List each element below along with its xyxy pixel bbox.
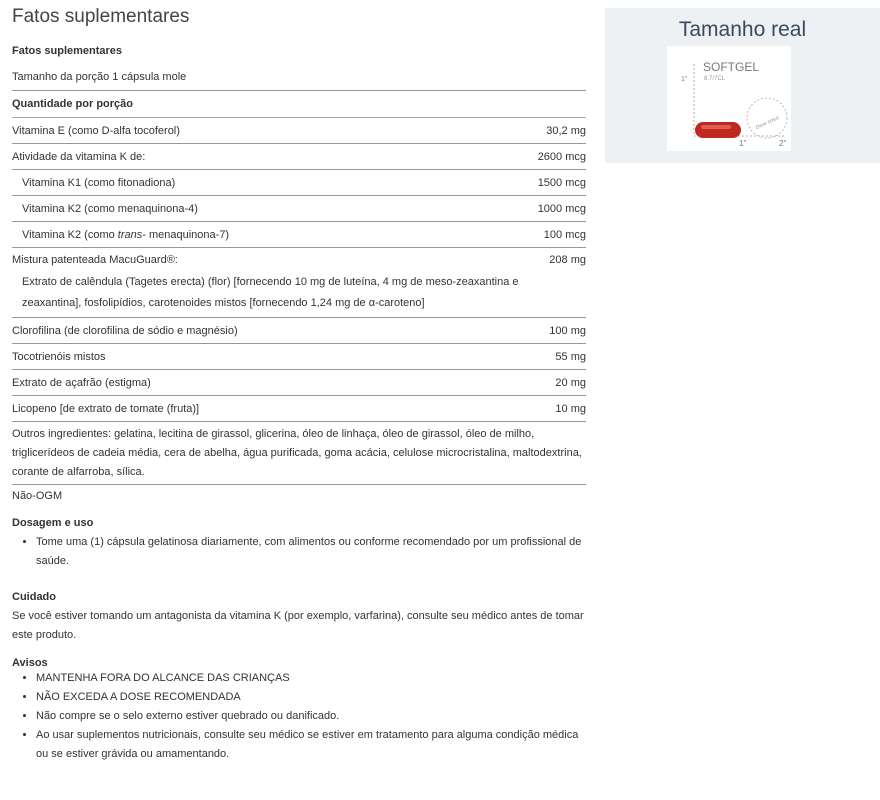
nutrient-name: Vitamina K2 (como menaquinona-4) (22, 202, 198, 215)
nutrient-amount: 100 mcg (543, 228, 586, 241)
nutrient-name: Vitamina K1 (como fitonadiona) (22, 176, 176, 189)
softgel-highlight (701, 125, 731, 129)
facts-row-saffron (12, 370, 586, 396)
nutrient-amount: 30,2 mg (546, 124, 586, 137)
blend-description: Extrato de calêndula (Tagetes erecta) (flor) [fornecendo 10 mg de luteína, 4 mg de meso-zeaxantina e zeaxantina], fosfolipídios, carotenoides mistos [fornecendo 1,24 mg de α-caroteno] (22, 276, 519, 309)
actual-size-panel (605, 8, 880, 163)
nutrient-amount: 208 mg (549, 254, 586, 266)
facts-row-lycopene (12, 396, 586, 422)
ruler-2in-label: 2" (779, 139, 787, 148)
ruler-1in-label: 1" (739, 139, 747, 148)
softgel-size-illustration (667, 46, 791, 151)
facts-row-macuguard (12, 248, 586, 318)
supplement-facts (12, 38, 586, 764)
nutrient-name: Clorofilina (de clorofilina de sódio e magnésio) (12, 324, 238, 337)
nutrient-name: Mistura patenteada MacuGuard®: (12, 254, 178, 266)
softgel-illustration-svg (667, 46, 791, 151)
caution-text: Se você estiver tomando um antagonista da vitamina K (por exemplo, varfarina), consulte seu médico antes de tomar este produto. (12, 610, 584, 641)
facts-row-vitamin-k2-mk4 (12, 196, 586, 222)
caution-heading: Cuidado (12, 591, 56, 603)
nutrient-amount: 10 mg (555, 402, 586, 415)
warnings-heading: Avisos (12, 657, 48, 669)
nutrient-amount: 20 mg (555, 376, 586, 389)
list-item: • NÃO EXCEDA A DOSE RECOMENDADA (36, 688, 586, 707)
nutrient-name: Extrato de açafrão (estigma) (12, 376, 151, 389)
actual-size-title: Tamanho real (678, 18, 807, 41)
amount-per-serving: Quantidade por porção (12, 91, 586, 118)
dime-circle (747, 98, 787, 138)
nutrient-name: Vitamina E (como D-alfa tocoferol) (12, 124, 180, 137)
nutrient-name: Tocotrienóis mistos (12, 350, 106, 363)
facts-heading: Fatos suplementares (12, 45, 123, 57)
dosage-heading: Dosagem e uso (12, 517, 94, 529)
dosage-list (12, 533, 586, 571)
softgel-capsule (695, 122, 741, 138)
page-title: Fatos suplementares (12, 6, 190, 27)
list-item: • Tome uma (1) cápsula gelatinosa diariamente, com alimentos ou conforme recomendado por um profissional de saúde. (36, 533, 586, 571)
nutrient-amount: 2600 mcg (537, 150, 586, 163)
facts-row-vitamin-e (12, 118, 586, 144)
nutrient-amount: 100 mg (549, 324, 586, 337)
list-item: • Ao usar suplementos nutricionais, consulte seu médico se estiver em tratamento para alguma condição médica ou se estiver grávida ou amamentando. (36, 726, 586, 764)
nutrient-amount: 55 mg (555, 350, 586, 363)
other-ingredients: Outros ingredientes: gelatina, lecitina de girassol, glicerina, óleo de linhaça, óleo de girassol, óleo de milho, triglicerídeos de cadeia média, cera de abelha, água purificada, goma acácia, celulose microcristalina, maltodextrina, corante de alfarroba, sílica. (12, 422, 586, 485)
softgel-sublabel: 8.7/7CL (704, 76, 726, 82)
warnings-list (12, 669, 586, 764)
nutrient-amount: 1500 mcg (537, 176, 586, 189)
dime-label: Dime sized (754, 115, 780, 132)
facts-row-vitamin-k-activity (12, 144, 586, 170)
facts-row-vitamin-k1 (12, 170, 586, 196)
list-item: • Não compre se o selo externo estiver quebrado ou danificado. (36, 707, 586, 726)
serving-size: Tamanho da porção 1 cápsula mole (12, 64, 586, 91)
softgel-label: SOFTGEL (703, 60, 760, 74)
facts-row-vitamin-k2-mk7 (12, 222, 586, 248)
list-item: • MANTENHA FORA DO ALCANCE DAS CRIANÇAS (36, 669, 586, 688)
facts-row-chlorophyllin (12, 318, 586, 344)
facts-row-tocotrienols (12, 344, 586, 370)
nutrient-name: Licopeno [de extrato de tomate (fruta)] (12, 402, 200, 415)
nutrient-name: Vitamina K2 (como trans- menaquinona-7) (22, 228, 230, 241)
non-gmo-label: Não-OGM (12, 490, 63, 502)
nutrient-name: Atividade da vitamina K de: (12, 150, 146, 163)
nutrient-amount: 1000 mcg (537, 202, 586, 215)
ruler-vertical-label: 1" (681, 76, 688, 83)
